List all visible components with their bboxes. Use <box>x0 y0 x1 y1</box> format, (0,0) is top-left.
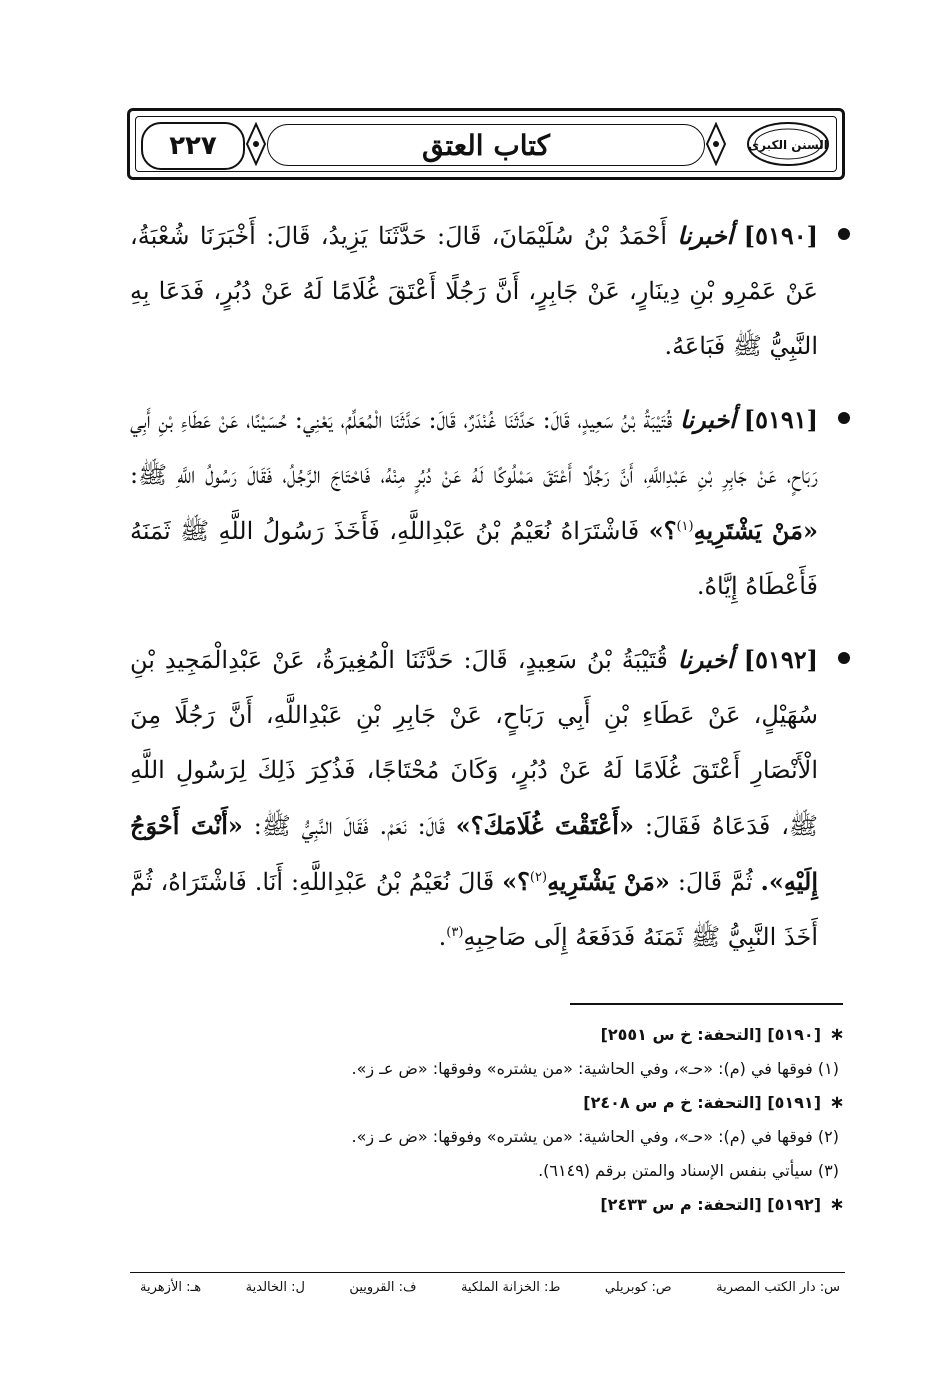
hadith-text: قَالَ نُعَيْمُ بْنُ عَبْدِاللَّهِ: أَنَا. فَاشْتَرَاهُ، ثُمَّ أَخَذَ النَّبِيُّ ﷺ ثَمَنَهُ فَدَفَعَهُ إِلَى صَاحِبِهِ <box>130 868 818 951</box>
legend-item: ط: الخزانة الملكية <box>460 1280 561 1295</box>
bullet-icon <box>838 412 850 424</box>
manuscript-legend <box>140 1280 840 1295</box>
period: . <box>438 923 447 951</box>
footnote-text: (٣) سيأتي بنفس الإسناد والمتن برقم (٦١٤٩). <box>538 1161 839 1180</box>
hadith-text: قُتَيْبَةُ بْنُ سَعِيدٍ، قَالَ: حَدَّثَنَا الْمُغِيرَةُ، عَنْ عَبْدِالْمَجِيدِ بْنِ سُهَيْلٍ، عَنْ عَطَاءِ بْنِ أَبِي رَبَاحٍ، عَنْ جَابِرِ بْنِ عَبْدِاللَّهِ، أَنَّ رَجُلًا مِنَ الْأَنْصَارِ أَعْتَقَ غُلَامًا لَهُ عَنْ دُبُرٍ، وَكَانَ مُحْتَاجًا، فَذُكِرَ ذَلِكَ لِرَسُولِ اللَّهِ ﷺ، فَدَعَاهُ فَقَالَ: <box>130 646 818 840</box>
prophet-quote: «مَنْ يَشْتَرِيهِ <box>547 867 670 896</box>
hadith-entry <box>130 632 850 965</box>
tuhfa-text: [٥١٩١] [التحفة: خ م س ٢٤٠٨] <box>583 1093 821 1112</box>
asterisk-icon: ∗ <box>829 1024 845 1045</box>
hadith-entry <box>130 392 850 614</box>
ornament-icon <box>705 122 727 166</box>
hadith-number: [٥١٩٢] <box>743 645 818 674</box>
legend-item: هـ: الأزهرية <box>140 1280 202 1295</box>
footnotes <box>130 1018 845 1222</box>
legend-item: س: دار الكتب المصرية <box>716 1280 840 1295</box>
hadith-text: أَحْمَدُ بْنُ سُلَيْمَانَ، قَالَ: حَدَّثَنَا يَزِيدُ، قَالَ: أَخْبَرَنَا شُعْبَةُ، عَنْ عَمْرِو بْنِ دِينَارٍ، عَنْ جَابِرٍ، أَنَّ رَجُلًا أَعْتَقَ غُلَامًا لَهُ عَنْ دُبُرٍ، فَدَعَا بِهِ النَّبِيُّ ﷺ فَبَاعَهُ. <box>130 222 818 360</box>
page-number: ٢٢٧ <box>141 122 245 170</box>
legend-item: ل: الخالدية <box>245 1280 305 1295</box>
tuhfa-text: [٥١٩٠] [التحفة: خ س ٢٥٥١] <box>600 1025 821 1044</box>
asterisk-icon: ∗ <box>829 1092 845 1113</box>
hadith-entry <box>130 208 850 374</box>
tuhfa-text: [٥١٩٢] [التحفة: م س ٢٤٣٣] <box>600 1195 821 1214</box>
chapter-title: كتاب العتق <box>267 124 705 166</box>
akhbarana-word: أخبرنا <box>679 405 736 434</box>
quote-end: ؟» <box>648 516 677 545</box>
footnote-ref: (٢) <box>529 870 548 885</box>
hadith-text: قَالَ: نَعَمْ. فَقَالَ النَّبِيُّ ﷺ: <box>253 812 445 840</box>
footnote <box>130 1120 845 1154</box>
prophet-quote: «مَنْ يَشْتَرِيهِ <box>693 516 818 545</box>
page-header <box>127 108 845 180</box>
hadith-text: قُتَيْبَةُ بْنُ سَعِيدٍ، قَالَ: حَدَّثَنَا غُنْدَرٌ، قَالَ: حَدَّثَنَا الْمُعَلِّمُ، يَعْنِي: حُسَيْنًا، عَنْ عَطَاءِ بْنِ أَبِي رَبَاحٍ، عَنْ جَابِرِ بْنِ عَبْدِاللَّهِ، أَنَّ رَجُلًا أَعْتَقَ مَمْلُوكًا لَهُ عَنْ دُبُرٍ مِنْهُ، فَاحْتَاجَ الرَّجُلُ، فَقَالَ رَسُولُ اللَّهِ ﷺ: <box>130 406 818 489</box>
bullet-icon <box>838 652 850 664</box>
akhbarana-word: أخبرنا <box>677 221 734 250</box>
hadith-body <box>130 208 850 983</box>
legend-item: ص: كوبريلي <box>604 1280 672 1295</box>
legend-item: ف: القرويين <box>349 1280 417 1295</box>
footnote-ref: (١) <box>676 519 694 534</box>
footnote <box>130 1052 845 1086</box>
book-logo <box>745 120 831 168</box>
legend-divider <box>130 1272 845 1273</box>
hadith-number: [٥١٩٠] <box>743 221 818 250</box>
footnote <box>130 1154 845 1188</box>
tuhfa-reference <box>130 1086 845 1120</box>
prophet-quote: «أَنْتَ أَحْوَجُ إِلَيْهِ». <box>130 811 818 896</box>
hadith-text: ثُمَّ قَالَ: <box>677 868 753 896</box>
tuhfa-reference <box>130 1018 845 1052</box>
tuhfa-reference <box>130 1188 845 1222</box>
prophet-quote: «أَعْتَقْتَ غُلَامَكَ؟» <box>455 811 634 840</box>
footnote-text: (١) فوقها في (م): «حـ»، وفي الحاشية: «من يشتره» وفوقها: «ض عـ ز». <box>351 1059 839 1078</box>
footnote-ref: (٣) <box>446 925 464 940</box>
asterisk-icon: ∗ <box>829 1194 845 1215</box>
hadith-number: [٥١٩١] <box>743 405 818 434</box>
footnote-divider <box>570 1003 843 1005</box>
logo-text: السنن الكبرى <box>748 138 828 152</box>
bullet-icon <box>838 228 850 240</box>
hadith-text: فَاشْتَرَاهُ نُعَيْمُ بْنُ عَبْدِاللَّهِ، فَأَخَذَ رَسُولُ اللَّهِ ﷺ ثَمَنَهُ فَأَعْطَاهُ إِيَّاهُ. <box>130 517 818 600</box>
footnote-text: (٢) فوقها في (م): «حـ»، وفي الحاشية: «من يشتره» وفوقها: «ض عـ ز». <box>351 1127 839 1146</box>
quote-end: ؟» <box>502 867 530 896</box>
ornament-icon <box>245 122 267 166</box>
akhbarana-word: أخبرنا <box>677 645 734 674</box>
